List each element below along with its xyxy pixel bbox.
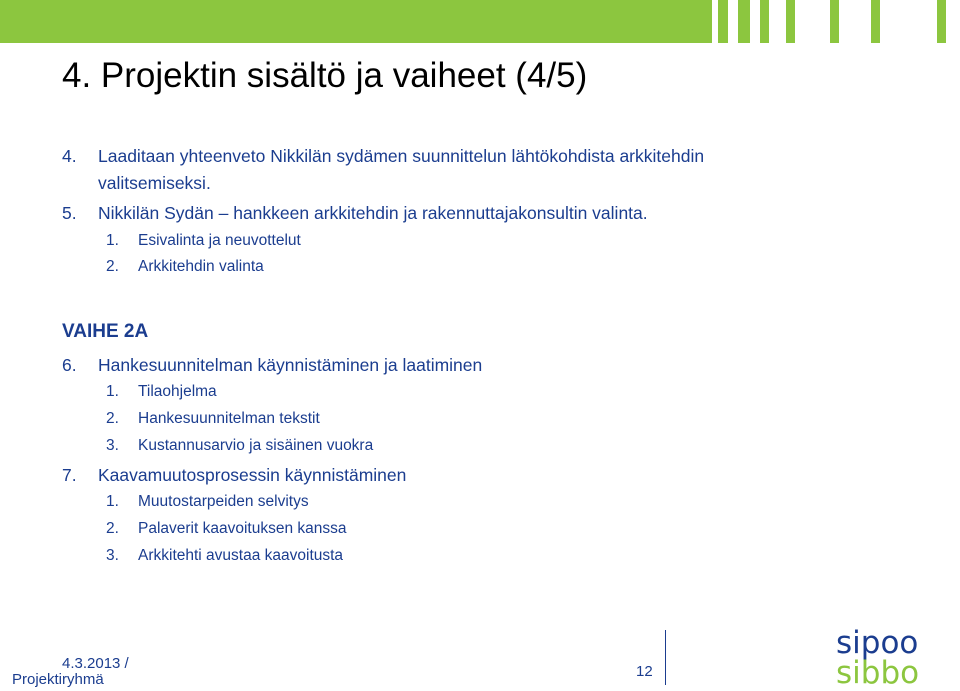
sub-item-text: Hankesuunnitelman tekstit [138, 410, 320, 427]
banner-stripe [738, 0, 750, 43]
sub-item-number: 3. [106, 437, 119, 454]
banner-stripe [937, 0, 946, 43]
banner-stripe [830, 0, 839, 43]
sub-item-text: Arkkitehti avustaa kaavoitusta [138, 547, 344, 564]
list-item [62, 203, 648, 224]
sub-list-item [106, 232, 301, 250]
sipoo-sibbo-logo [836, 625, 920, 691]
footer-group: Projektiryhmä [12, 671, 104, 688]
sub-item-text: Kustannusarvio ja sisäinen vuokra [138, 437, 374, 454]
sub-item-number: 2. [106, 520, 119, 537]
sub-list-item [106, 410, 320, 428]
slide-title: 4. Projektin sisältö ja vaiheet (4/5) [62, 56, 588, 95]
banner-stripe [871, 0, 880, 43]
sub-item-number: 2. [106, 258, 119, 275]
sub-item-number: 1. [106, 383, 119, 400]
sub-list-item [106, 493, 309, 511]
list-item [62, 465, 406, 486]
item-number: 7. [62, 465, 77, 485]
list-item-continuation: valitsemiseksi. [98, 173, 211, 193]
banner-stripe [760, 0, 769, 43]
item-text: Kaavamuutosprosessin käynnistäminen [98, 465, 407, 485]
footer-divider [665, 630, 666, 685]
item-number: 6. [62, 355, 77, 375]
sub-list-item [106, 383, 217, 401]
sub-item-text: Muutostarpeiden selvitys [138, 493, 309, 510]
item-text: Nikkilän Sydän – hankkeen arkkitehdin ja rakennuttajakonsultin valinta. [98, 203, 648, 223]
top-banner [0, 0, 712, 43]
logo-line-2: sibbo [836, 655, 920, 691]
sub-item-number: 3. [106, 547, 119, 564]
sub-item-number: 1. [106, 493, 119, 510]
list-item [62, 355, 482, 376]
sub-item-text: Palaverit kaavoituksen kanssa [138, 520, 347, 537]
logo-line-1: sipoo [836, 625, 919, 661]
footer-date: 4.3.2013 / [62, 655, 129, 672]
item-text: Laaditaan yhteenveto Nikkilän sydämen suunnittelun lähtökohdista arkkitehdin [98, 146, 705, 166]
item-number: 4. [62, 146, 77, 166]
sub-list-item [106, 437, 373, 455]
sub-list-item [106, 258, 264, 276]
sub-item-text: Arkkitehdin valinta [138, 258, 264, 275]
sub-item-number: 1. [106, 232, 119, 249]
banner-stripe [718, 0, 728, 43]
sub-item-number: 2. [106, 410, 119, 427]
item-text: Hankesuunnitelman käynnistäminen ja laatiminen [98, 355, 483, 375]
sub-list-item [106, 547, 343, 565]
page-number: 12 [636, 663, 653, 680]
sub-list-item [106, 520, 347, 538]
phase-heading: VAIHE 2A [62, 321, 149, 342]
banner-stripe [786, 0, 795, 43]
list-item [62, 146, 704, 167]
sub-item-text: Esivalinta ja neuvottelut [138, 232, 301, 249]
sub-item-text: Tilaohjelma [138, 383, 217, 400]
item-number: 5. [62, 203, 77, 223]
